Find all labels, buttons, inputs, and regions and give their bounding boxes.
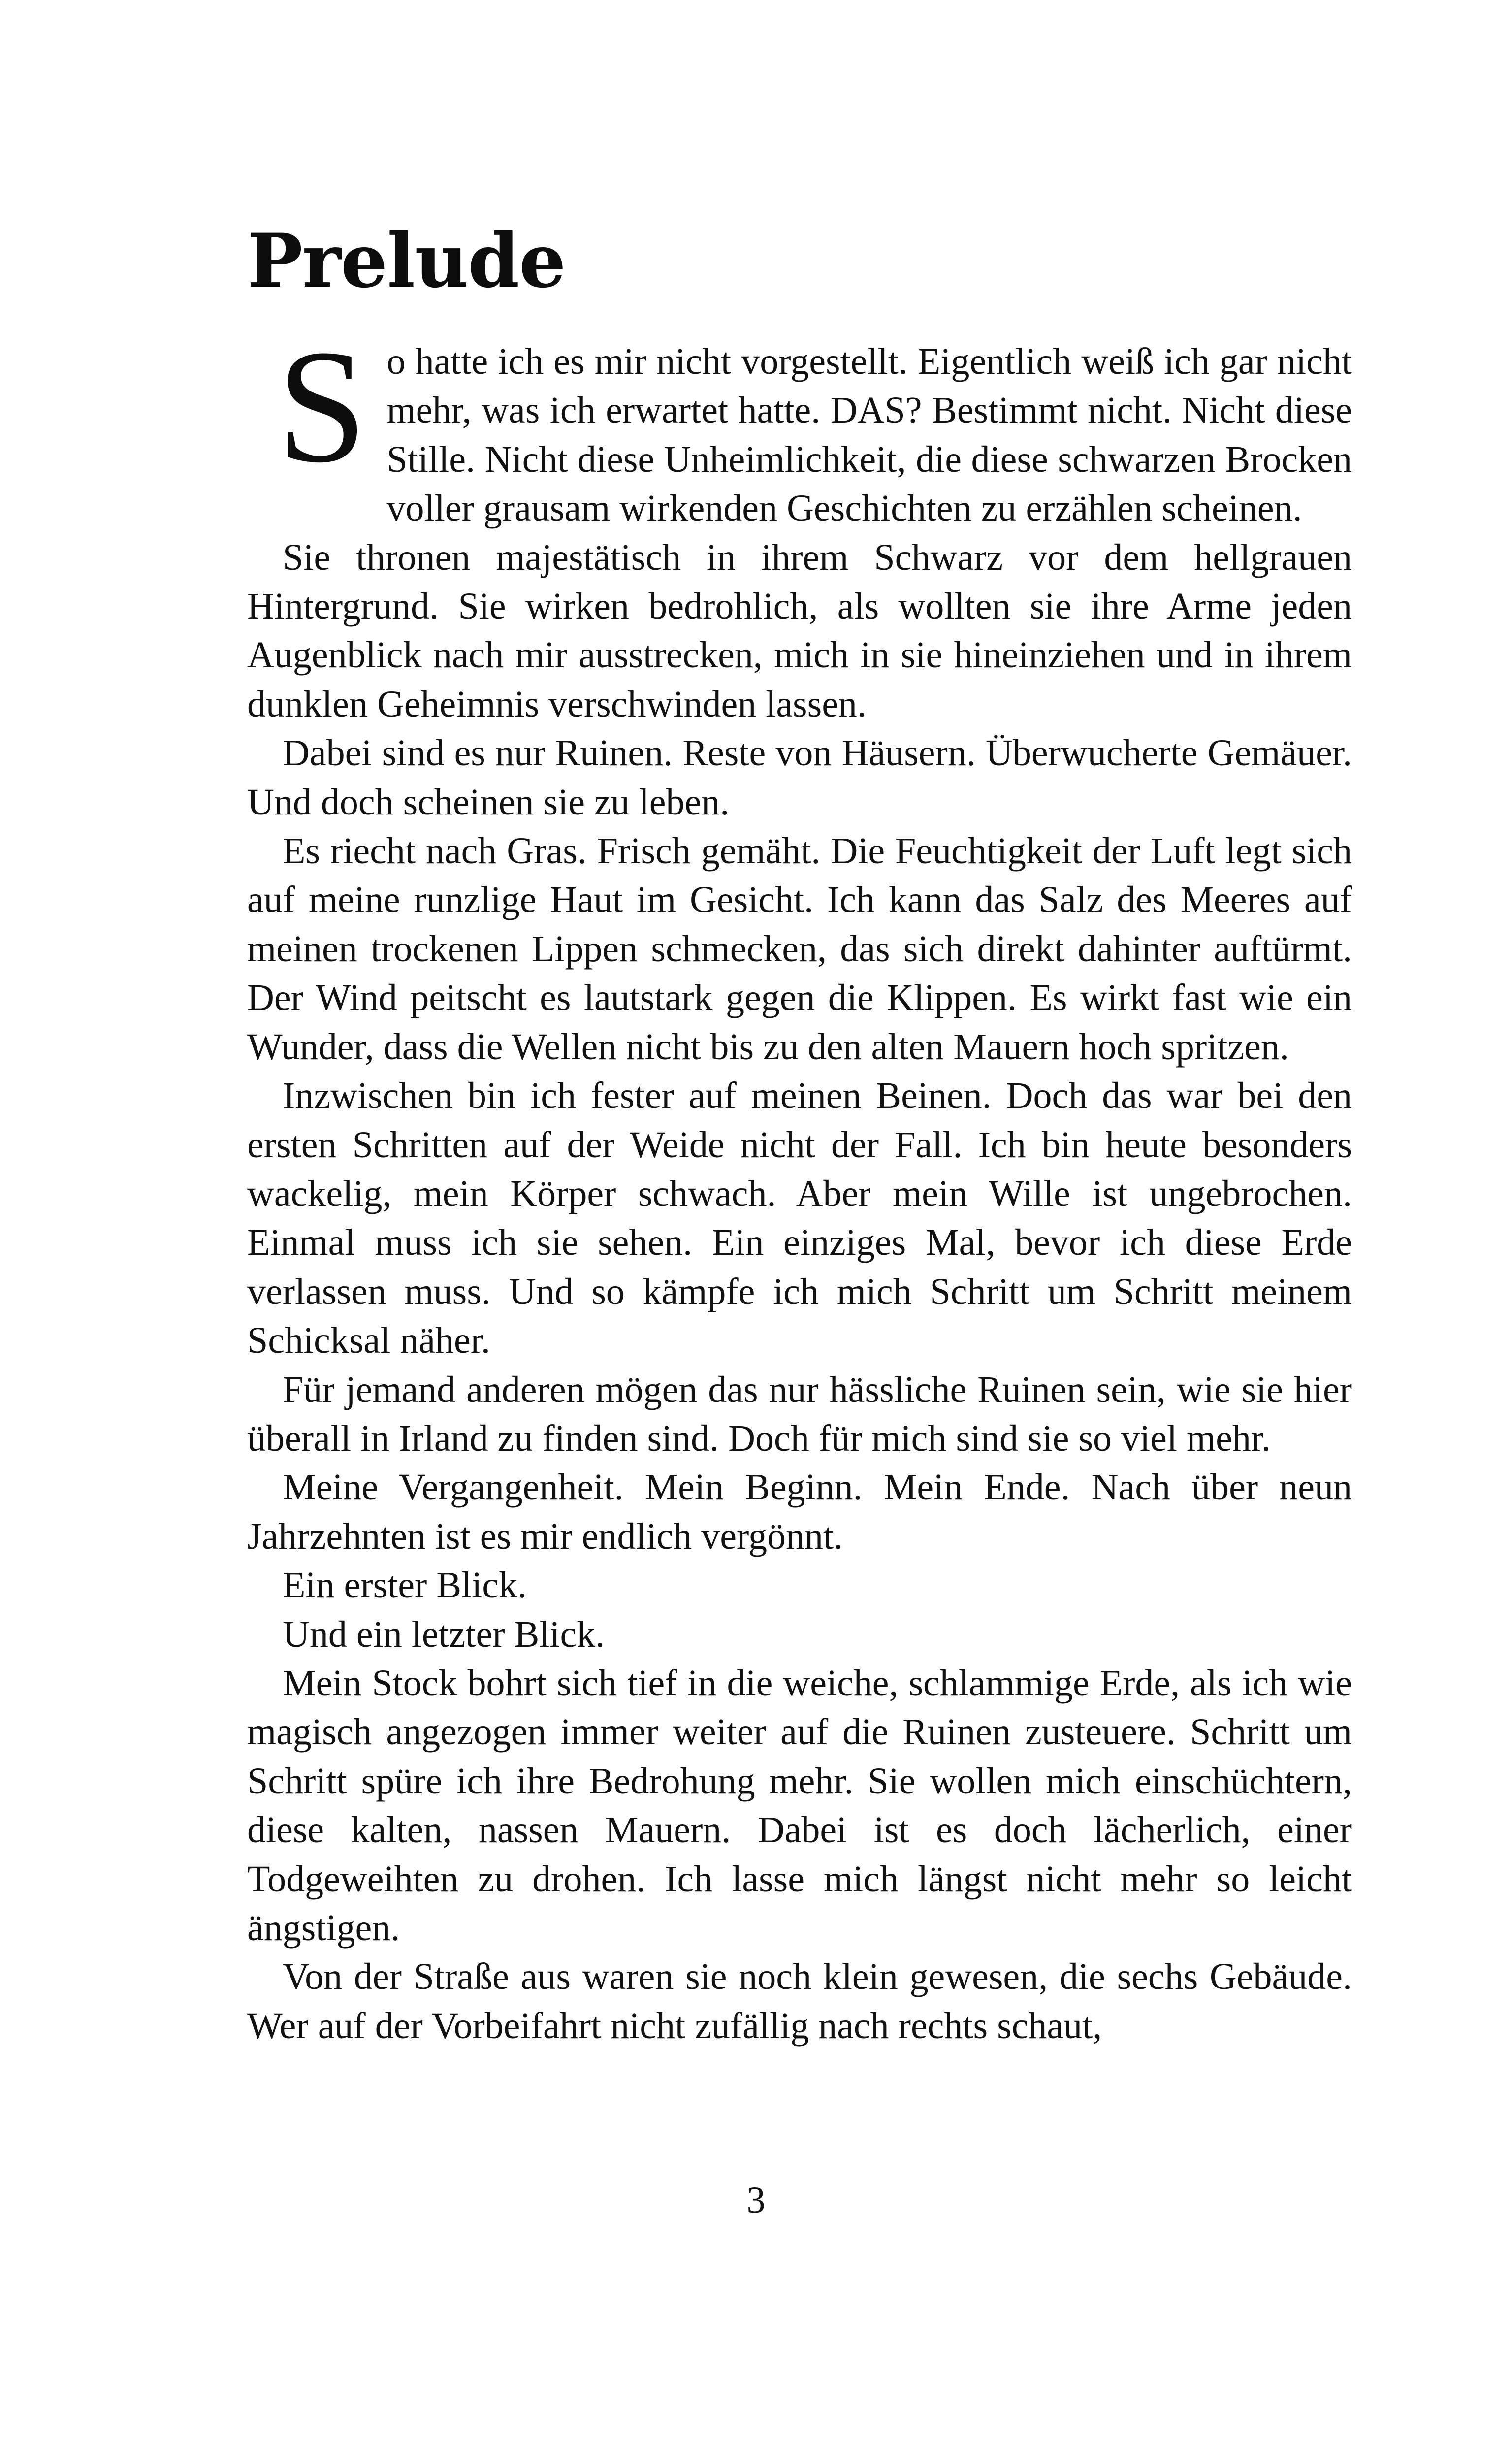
body-text <box>247 317 1352 2051</box>
paragraph: Für jemand anderen mögen das nur hässliche Ruinen sein, wie sie hier überall in Irland zu finden sind. Doch für mich sind sie so viel mehr. <box>247 1368 1352 1459</box>
opening-paragraph-text: o hatte ich es mir nicht vorgestellt. Eigentlich weiß ich gar nicht mehr, was ich erwartet hatte. DAS? Bestimmt nicht. Nicht diese Stille. Nicht diese Unheimlichkeit, die diese schwarzen Brocken voller grausam wirkenden Geschichten zu erzählen scheinen. <box>386 341 1352 529</box>
paragraph: Ein erster Blick. <box>283 1564 527 1606</box>
paragraph: Mein Stock bohrt sich tief in die weiche, schlammige Erde, als ich wie magisch angezogen immer weiter auf die Ruinen zusteuere. Schritt um Schritt spüre ich ihre Bedrohung mehr. Sie wollen mich einschüchtern, diese kalten, nassen Mauern. Dabei ist es doch lächerlich, einer Todgeweihten zu drohen. Ich lasse mich längst nicht mehr so leicht ängstigen. <box>247 1662 1352 1949</box>
opening-paragraph <box>247 317 1352 533</box>
paragraph: Inzwischen bin ich fester auf meinen Beinen. Doch das war bei den ersten Schritten auf der Weide nicht der Fall. Ich bin heute besonders wackelig, mein Körper schwach. Aber mein Wille ist ungebrochen. Einmal muss ich sie sehen. Ein einziges Mal, bevor ich diese Erde verlassen muss. Und so kämpfe ich mich Schritt um Schritt meinem Schicksal näher. <box>247 1075 1352 1362</box>
drop-cap: S <box>277 317 367 496</box>
paragraph: Sie thronen majestätisch in ihrem Schwarz vor dem hellgrauen Hintergrund. Sie wirken bedrohlich, als wollten sie ihre Arme jeden Augenblick nach mir ausstrecken, mich in sie hineinziehen und in ihrem dunklen Geheimnis verschwinden lassen. <box>247 536 1352 725</box>
paragraph: Von der Straße aus waren sie noch klein gewesen, die sechs Gebäude. Wer auf der Vorbeifahrt nicht zufällig nach rechts schaut, <box>247 1956 1352 2047</box>
page-number: 3 <box>746 2180 766 2221</box>
paragraph: Und ein letzter Blick. <box>283 1613 605 1655</box>
paragraph: Meine Vergangenheit. Mein Beginn. Mein Ende. Nach über neun Jahrzehnten ist es mir endlich vergönnt. <box>247 1466 1352 1557</box>
paragraph: Dabei sind es nur Ruinen. Reste von Häusern. Überwucherte Gemäuer. Und doch scheinen sie zu leben. <box>247 732 1352 823</box>
chapter-title: Prelude <box>247 218 566 304</box>
paragraph: Es riecht nach Gras. Frisch gemäht. Die Feuchtigkeit der Luft legt sich auf meine runzlige Haut im Gesicht. Ich kann das Salz des Meeres auf meinen trockenen Lippen schmecken, das sich direkt dahinter auftürmt. Der Wind peitscht es lautstark gegen die Klippen. Es wirkt fast wie ein Wunder, dass die Wellen nicht bis zu den alten Mauern hoch spritzen. <box>247 830 1352 1068</box>
